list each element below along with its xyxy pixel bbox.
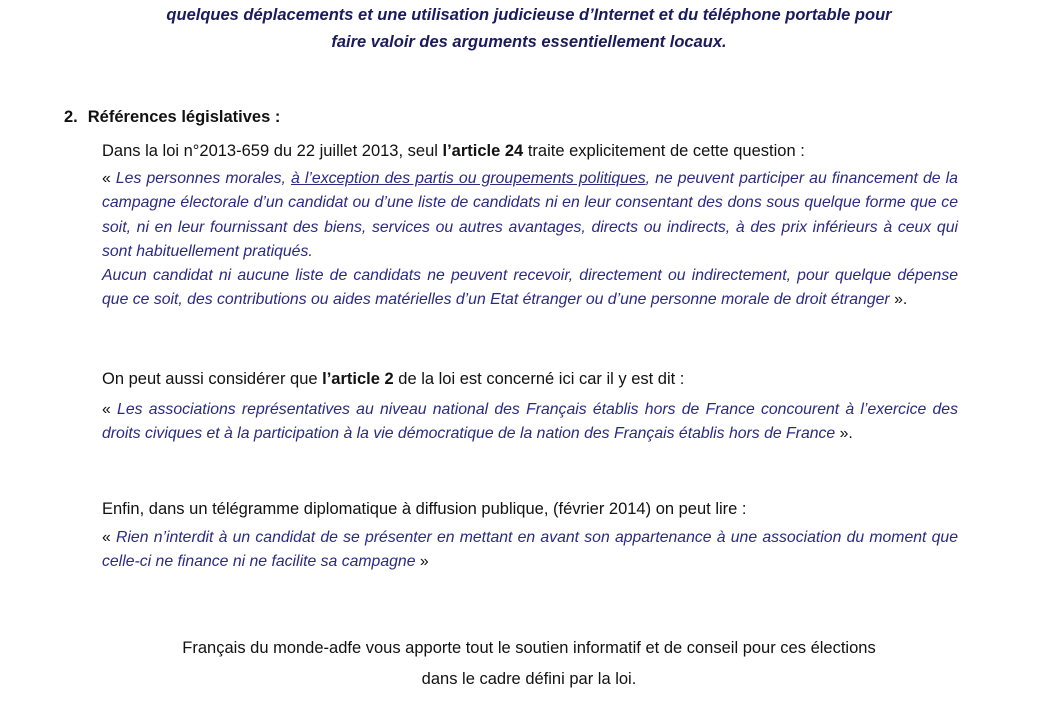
ref1-intro-pre: Dans la loi n°2013-659 du 22 juillet 2013, seul xyxy=(102,142,443,160)
ref1-para1-start: Les personnes morales, xyxy=(115,170,291,187)
close-quote: ». xyxy=(835,425,853,443)
ref1-quote xyxy=(102,167,958,313)
open-quote: « xyxy=(102,401,118,418)
ref1-intro-post: traite explicitement de cette question : xyxy=(523,142,805,160)
ref2-text: Les associations représentatives au niveau national des Français établis hors de France concourent à l’exercice des droits civiques et à la participation à la vie démocratique de la nation des Français établis hors de France xyxy=(102,401,958,443)
close-quote: ». xyxy=(889,291,908,309)
section-heading xyxy=(64,108,280,127)
ref1-underlined: à l’exception des partis ou groupements politiques xyxy=(291,170,646,187)
ref2-intro xyxy=(102,370,684,389)
ref1-para1-rest: , ne peuvent participer au financement de la campagne électorale d’un candidat ou d’une liste de candidats ni en leur consentant des dons sous quelque forme que ce soit, ni en leur fournissant des biens, services ou autres avantages, directs ou indirects, à des prix inférieurs à ceux qui sont habituellement pratiqués. xyxy=(102,170,958,260)
ref2-intro-pre: On peut aussi considérer que xyxy=(102,370,323,388)
close-quote: » xyxy=(415,553,429,571)
section-number: 2. xyxy=(64,108,78,126)
footer-line-1: Français du monde-adfe vous apporte tout le soutien informatif et de conseil pour ces élections xyxy=(182,639,876,657)
ref3-quote xyxy=(102,526,958,575)
ref1-para2 xyxy=(102,264,958,313)
ref3-intro: Enfin, dans un télégramme diplomatique à diffusion publique, (février 2014) on peut lire : xyxy=(102,500,747,518)
open-quote: « xyxy=(102,529,116,546)
intro-line-2: faire valoir des arguments essentiellement locaux. xyxy=(331,33,727,51)
ref1-article: l’article 24 xyxy=(442,142,524,160)
footer xyxy=(80,633,978,695)
footer-line-2: dans le cadre défini par la loi. xyxy=(421,670,637,688)
intro-line-1: quelques déplacements et une utilisation judicieuse d’Internet et du téléphone portable pour xyxy=(166,6,892,24)
ref2-intro-post: de la loi est concerné ici car il y est dit : xyxy=(393,370,685,388)
ref1-para1 xyxy=(102,167,958,264)
ref2-quote xyxy=(102,398,958,447)
ref1-intro xyxy=(102,142,805,161)
ref3-text: Rien n’interdit à un candidat de se présenter en mettant en avant son appartenance à une association du moment que celle-ci ne finance ni ne facilite sa campagne xyxy=(102,529,958,571)
section-title: Références législatives : xyxy=(87,108,281,126)
open-quote: « xyxy=(102,170,116,187)
ref2-article: l’article 2 xyxy=(322,370,394,388)
ref1-para2-text: Aucun candidat ni aucune liste de candidats ne peuvent recevoir, directement ou indirectement, pour quelque dépense que ce soit, des contributions ou aides matérielles d’un Etat étranger ou d’une personne morale de droit étranger xyxy=(102,267,958,309)
